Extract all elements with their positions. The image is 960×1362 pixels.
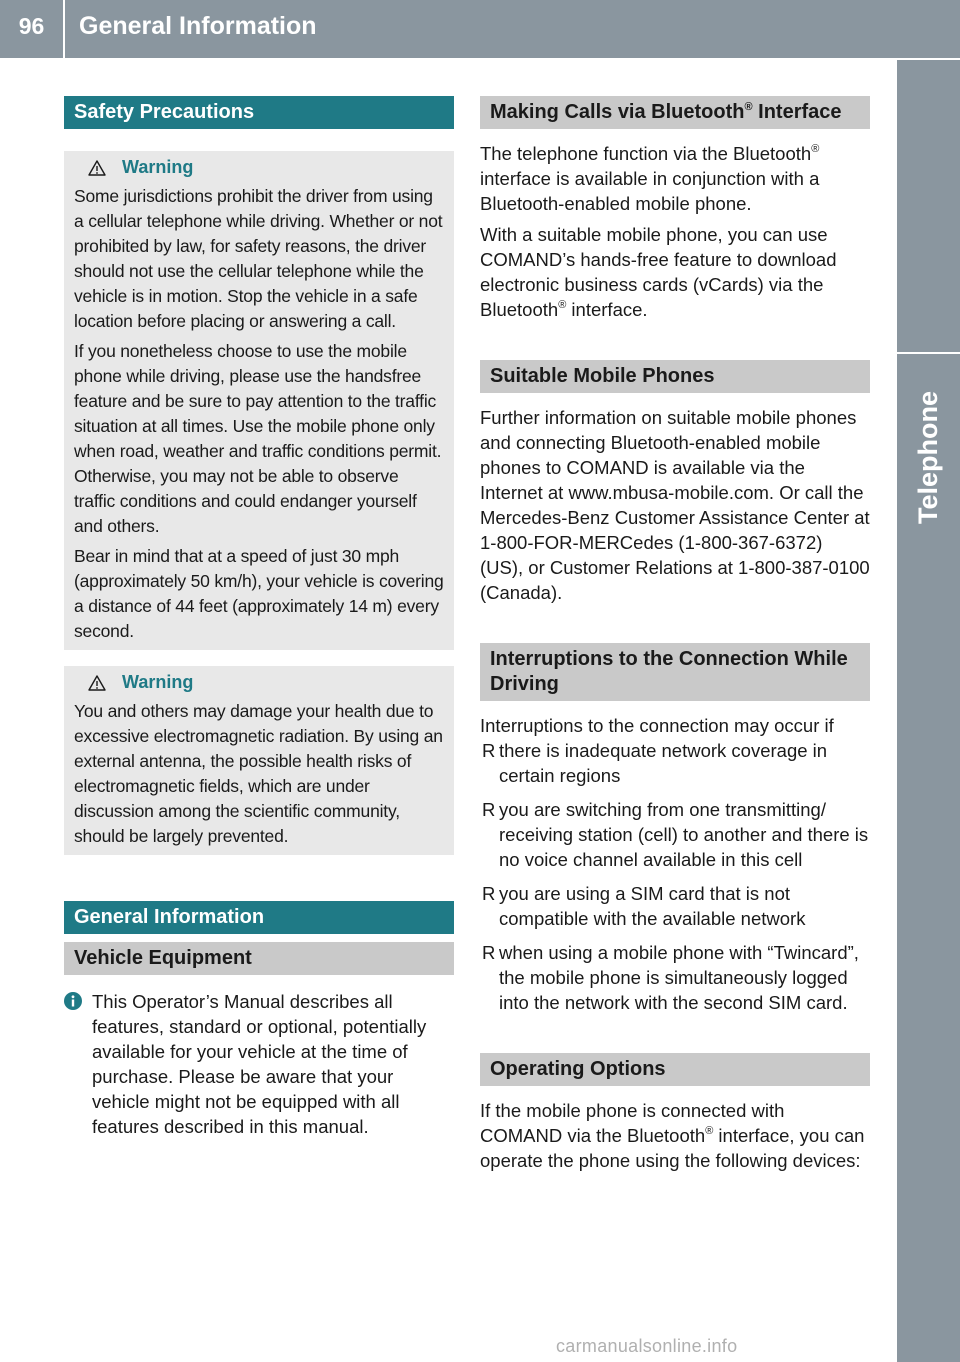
- text-run: If the mobile phone is connected with COMAND via the Bluetooth: [480, 1100, 785, 1146]
- bluetooth-paragraph-1: [480, 141, 870, 216]
- info-note-text: This Operator’s Manual describes all features, standard or optional, potentially available for your vehicle at the time of purchase. Please be aware that your vehicle might not be equipped with all features described in this manual.: [92, 991, 427, 1137]
- interruptions-intro: Interruptions to the connection may occur if: [480, 715, 834, 736]
- bluetooth-title-suffix: Interface: [752, 101, 842, 123]
- bullet-icon: R: [482, 799, 496, 820]
- left-column: [64, 96, 454, 1139]
- page-number: 96: [18, 12, 45, 39]
- section-safety-precautions: Safety Precautions: [64, 96, 454, 129]
- registered-mark: ®: [811, 143, 820, 155]
- chapter-label: Telephone: [913, 390, 944, 524]
- subsection-vehicle-equipment: Vehicle Equipment: [64, 942, 454, 975]
- warning-paragraph: You and others may damage your health due to excessive electromagnetic radiation. By using an external antenna, the possible health risks of electromagnetic fields, which are under discussion among the scientific community, should be largely prevented.: [74, 701, 443, 846]
- list-item-text: there is inadequate network coverage in certain regions: [499, 740, 828, 786]
- bullet-icon: R: [482, 942, 496, 963]
- subsection-bluetooth-calls: [480, 96, 870, 129]
- list-item: [480, 738, 870, 788]
- operating-options-paragraph: [480, 1098, 870, 1173]
- bluetooth-paragraph-2: [480, 222, 870, 322]
- right-column: [480, 96, 870, 1179]
- bluetooth-title-text: Making Calls via Bluetooth: [490, 101, 745, 123]
- bullet-icon: R: [482, 740, 496, 761]
- warning-box-driving: [64, 151, 454, 650]
- text-run: interface is available in conjunction with a Bluetooth-enabled mobile phone.: [480, 168, 820, 214]
- warning-paragraph: Some jurisdictions prohibit the driver from using a cellular telephone while driving. Whether or not prohibited by law, for safety reasons, the driver should not use the cellular telephone while the vehicle is in motion. Stop the vehicle in a safe location before placing or answering a call.: [74, 186, 443, 331]
- list-item: [480, 797, 870, 872]
- page-title: General Information: [79, 11, 317, 40]
- warning-triangle-icon: [88, 160, 106, 176]
- warning-header: [88, 157, 444, 178]
- text-run: The telephone function via the Bluetooth: [480, 143, 812, 164]
- chapter-side-tab: [897, 0, 960, 1362]
- warning-header: [88, 672, 444, 693]
- list-item-text: you are using a SIM card that is not compatible with the available network: [499, 883, 806, 929]
- text-run: interface, you can operate the phone using the following devices:: [480, 1125, 865, 1171]
- list-item: [480, 881, 870, 931]
- info-icon: [64, 989, 92, 1139]
- section-general-information: General Information: [64, 901, 454, 934]
- subsection-suitable-phones: Suitable Mobile Phones: [480, 360, 870, 393]
- list-item-text: you are switching from one transmitting/ receiving station (cell) to another and there is no voice channel available in this cell: [499, 799, 869, 870]
- warning-label: Warning: [122, 157, 194, 177]
- warning-label: Warning: [122, 672, 194, 692]
- registered-mark: ®: [705, 1125, 714, 1137]
- text-run: interface.: [566, 299, 648, 320]
- warning-triangle-icon: [88, 675, 106, 691]
- header-divider: [63, 0, 65, 58]
- warning-box-radiation: [64, 666, 454, 855]
- subsection-operating-options: Operating Options: [480, 1053, 870, 1086]
- bullet-icon: R: [482, 883, 496, 904]
- registered-mark: ®: [744, 101, 753, 113]
- side-tab-label-wrap: [897, 352, 960, 562]
- info-note: [64, 989, 454, 1139]
- suitable-phones-paragraph: Further information on suitable mobile phones and connecting Bluetooth-enabled mobile phones to COMAND is available via the Internet at www.mbusa-mobile.com. Or call the Mercedes-Benz Customer Assistance Center at 1-800-FOR-MERCedes (1-800-367-6372) (US), or Customer Relations at 1-800-387-0100 (Canada).: [480, 407, 870, 603]
- watermark: carmanualsonline.info: [556, 1336, 738, 1356]
- interruptions-list: [480, 738, 870, 1015]
- subsection-interruptions: Interruptions to the Connection While Driving: [480, 643, 870, 701]
- text-run: With a suitable mobile phone, you can use COMAND’s hands-free feature to download electronic business cards (vCards) via the Bluetooth: [480, 224, 837, 320]
- warning-paragraph: Bear in mind that at a speed of just 30 mph (approximately 50 km/h), your vehicle is covering a distance of 44 feet (approximately 14 m) every second.: [74, 546, 444, 641]
- registered-mark: ®: [558, 299, 567, 311]
- list-item-text: when using a mobile phone with “Twincard”, the mobile phone is simultaneously logged into the network with the second SIM card.: [499, 942, 859, 1013]
- list-item: [480, 940, 870, 1015]
- side-tab-divider: [897, 58, 960, 60]
- warning-paragraph: If you nonetheless choose to use the mobile phone while driving, please use the handsfree feature and be sure to pay attention to the traffic situation at all times. Use the mobile phone only when road, weather and traffic conditions permit. Otherwise, you may not be able to observe traffic conditions and could endanger yourself and others.: [74, 341, 442, 536]
